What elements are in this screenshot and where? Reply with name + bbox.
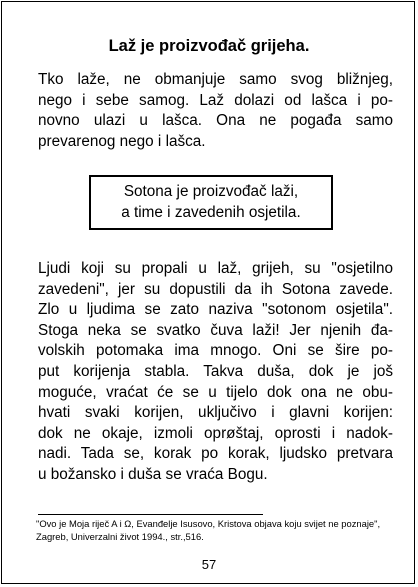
quote-line: Sotona je proizvođač laži, [123, 183, 299, 200]
paragraph-line: hvati svaki korijen, uključivo i glavni korijen: [38, 404, 393, 422]
paragraph-line: Ljudi koji su propali u laž, grijeh, su "osjetilno [38, 260, 393, 277]
paragraph-line: nadi. Tada se, korak po korak, ljudsko pretvara [38, 445, 393, 463]
footnote-line: Zagreb, Univerzalni život 1994., str.,516. [36, 530, 204, 542]
highlighted-quote-box [89, 175, 333, 230]
section-heading: Laž je proizvođač grijeha. [108, 37, 310, 55]
paragraph-line: novno ulazi u lašca. Ona ne pogađa samo [38, 112, 393, 130]
page-number: 57 [201, 557, 217, 572]
intro-paragraph [38, 70, 393, 152]
footnote-divider [38, 514, 263, 515]
paragraph-line: prevarenog nego i lašca. [38, 132, 206, 150]
paragraph-line: Stoga neka se svatko čuva laži! Jer njenih đa- [38, 321, 393, 339]
footnote [36, 518, 400, 543]
paragraph-line: dok ne okaje, izmoli oprøštaj, oprosti i nadok- [38, 424, 393, 442]
paragraph-line: nego i sebe samog. Laž dolazi od lašca i po- [38, 91, 393, 109]
footnote-line: "Ovo je Moja riječ A i Ω, Evanđelje Isusovo, Kristova objava koju svijet ne poznaje", [36, 518, 381, 529]
paragraph-line: moguće, vraćat će se u tijelo dok ona ne obu- [38, 383, 393, 401]
body-paragraph [38, 259, 393, 486]
paragraph-line: Zlo u ljudima se zato naziva "sotonom osjetila". [38, 301, 393, 319]
paragraph-line: zavedeni", jer su dopustili da ih Sotona zavede. [38, 280, 393, 298]
quote-line: a time i zavedenih osjetila. [121, 203, 301, 221]
paragraph-line: u božansko i duša se vraća Bogu. [38, 465, 268, 483]
paragraph-line: volskih potomaka ima mnogo. Oni se šire po- [38, 342, 393, 360]
paragraph-line: Tko laže, ne obmanjuje samo svog bližnjeg, [38, 71, 393, 88]
paragraph-line: put korijenja stabla. Takva duša, dok je još [38, 362, 393, 380]
